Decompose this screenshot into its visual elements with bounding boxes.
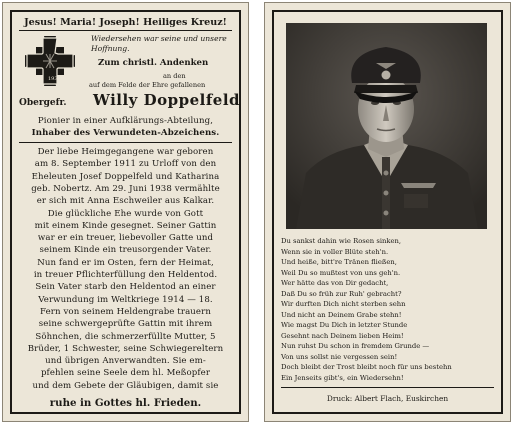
biography-line: pfehlen seine Seele dem hl. Meßopfer (40, 368, 211, 379)
badge-line: Inhaber des Verwundeten-Abzeichens. (31, 128, 220, 138)
poem-line: Wie magst Du Dich in letzter Stunde (281, 321, 408, 329)
soldier-portrait (286, 23, 487, 229)
poem-line: Weil Du so mußtest von uns geh'n. (281, 268, 401, 277)
poem-line: Gesehnt nach Deinem lieben Heim! (281, 331, 404, 340)
poem-line: Und heiße, bitt're Tränen fließen, (281, 258, 397, 266)
biography-line: in treuer Pflichterfüllung den Heldentod. (33, 270, 218, 280)
printer-divider (281, 387, 494, 388)
biography-line: Eheleuten Josef Doppelfeld und Katharina (31, 171, 220, 182)
deceased-name: Willy Doppelfeld (93, 91, 241, 109)
biography-line: Verwundung im Weltkriege 1914 — 18. (38, 294, 213, 305)
motto-line-2: Hoffnung. (91, 44, 130, 53)
cross-year: 1939 (48, 76, 61, 82)
biography-line: Brüder, 1 Schwester, seine Schwiegereltern (27, 343, 224, 354)
biography-line: Fern von seinem Heldengrabe trauern (40, 306, 211, 317)
poem-line: Du sankst dahin wie Rosen sinken, (281, 237, 402, 245)
biography-line: und dem Gebete der Gläubigen, damit sie (32, 380, 219, 391)
poem-line: Ein Jenseits gibt's, ein Wiedersehn! (281, 373, 404, 382)
memorial-line: Zum christl. Andenken (98, 58, 209, 68)
poem-line: Nun ruhst Du schon in fremdem Grunde — (281, 342, 430, 350)
biography-line: am 8. September 1911 zu Urloff von den (34, 159, 217, 170)
biography-line: Söhnchen, die schmerzerfüllte Mutter, 5 (35, 331, 216, 342)
biography-line: Nun fand er im Osten, fern der Heimat, (37, 257, 214, 268)
poem-line: Und nicht an Deinem Grabe stehn! (281, 310, 402, 319)
poem-line: Doch bleibt der Trost bleibt noch für uns bestehn (281, 363, 452, 371)
biography-line: Sein Vater starb den Heldentod an einer (35, 282, 216, 293)
biography-line: Die glückliche Ehe wurde von Gott (47, 208, 204, 219)
section-divider (19, 142, 232, 143)
unit-line: Pionier in einer Aufklärungs-Abteilung, (37, 116, 214, 126)
biography-line: Der liebe Heimgegangene war geboren (37, 147, 214, 157)
poem-line: Daß Du so früh zur Ruh' gebracht? (281, 289, 402, 298)
header-divider (19, 30, 232, 31)
fallen-line-2: auf dem Felde der Ehre gefallenen (89, 81, 206, 89)
closing-line: ruhe in Gottes hl. Frieden. (49, 397, 202, 409)
biography-line: er sich mit Anna Eschweiler aus Kalkar. (36, 196, 215, 207)
biography-line: und übrigen Anverwandten. Sie em- (45, 356, 206, 367)
poem-line: Wer hätte das von Dir gedacht, (281, 279, 389, 287)
biography-line: war er ein treuer, liebevoller Gatte und (37, 233, 214, 244)
motto-line-1: Wiedersehen war seine und unsere (91, 34, 227, 43)
poem-line: Wenn sie in voller Blüte steh'n. (281, 247, 389, 256)
poem-line: Wir durften Dich nicht sterben sehn (281, 300, 406, 308)
header-line: Jesus! Maria! Joseph! Heiliges Kreuz! (24, 17, 227, 28)
obituary-photo-card (264, 2, 511, 422)
biography-line: mit einem Kinde gesegnet. Seiner Gattin (34, 220, 217, 231)
printer-credit: Druck: Albert Flach, Euskirchen (326, 394, 449, 403)
obituary-text-card (2, 2, 249, 422)
poem-line: Von uns sollst nie vergessen sein! (281, 352, 398, 361)
biography-line: geb. Nobertz. Am 29. Juni 1938 vermählte (31, 183, 220, 194)
fallen-line-1: an den (163, 72, 186, 80)
rank: Obergefr. (19, 98, 67, 108)
biography-line: seinem Kinde ein treusorgender Vater. (39, 245, 212, 256)
biography-line: seine schwergeprüfte Gattin mit ihrem (38, 319, 213, 330)
